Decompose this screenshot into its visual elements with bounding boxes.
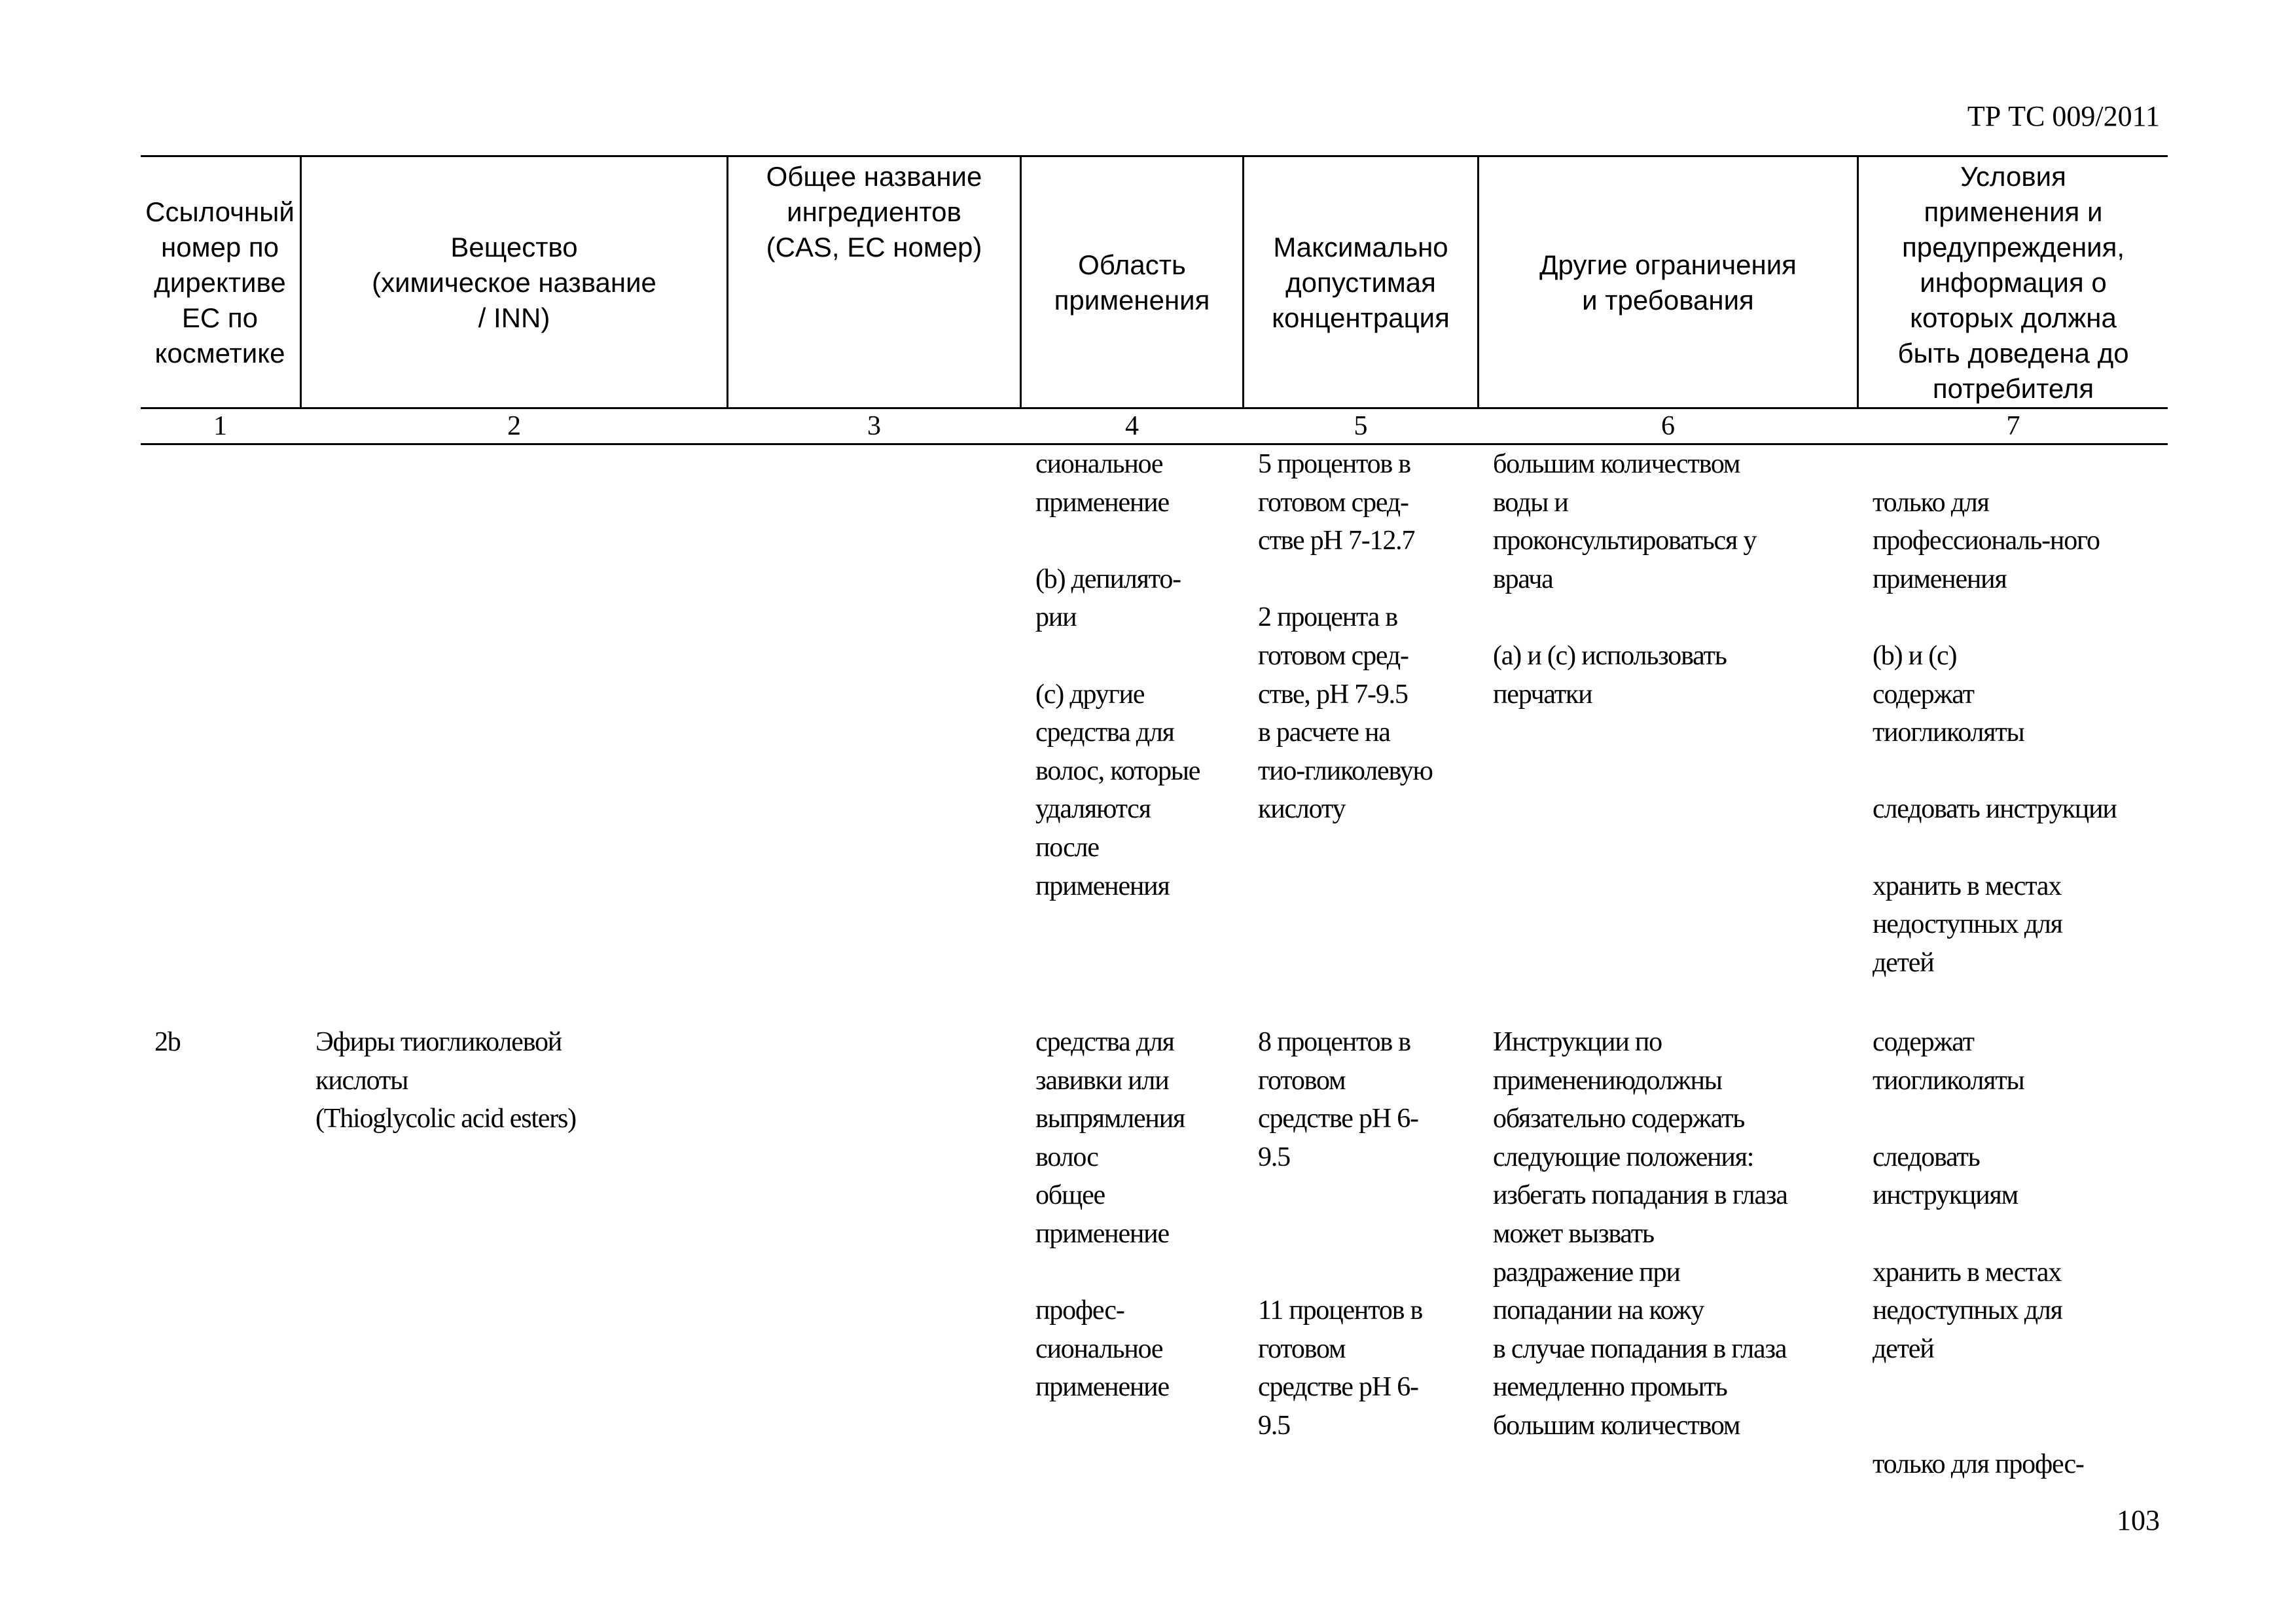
header-max-concentration: Максимально допустимая концентрация: [1272, 232, 1450, 333]
row2-max-concentration: 8 процентов в готовом средстве pH 6- 9.5 11 процентов в готовом средстве pH 6- 9.5: [1258, 1027, 1423, 1441]
page-number: 103: [2117, 1504, 2160, 1536]
header-scope: Область применения: [1054, 249, 1210, 316]
row2-ref: 2b: [154, 1027, 181, 1057]
header-substance: Вещество (химическое название / INN): [372, 232, 656, 333]
column-number: 3: [867, 411, 881, 441]
column-number: 2: [507, 411, 521, 441]
column-number: 7: [2006, 411, 2020, 441]
row2-other-restrictions: Инструкции по применениюдолжны обязательно содержать следующие положения: избегать попадания в глаза может вызвать раздражение при попадании на кожу в случае попадания в глаза немедленно промыть большим количеством: [1493, 1027, 1787, 1441]
row1-other-restrictions: большим количеством воды и проконсультироваться у врача (a) и (c) использовать перчатки: [1493, 449, 1757, 710]
row1-max-concentration: 5 процентов в готовом сред- стве pH 7-12.7 2 процента в готовом сред- стве, pH 7-9.5 в расчете на тио-гликолевую кислоту: [1258, 449, 1433, 825]
row2-substance: Эфиры тиогликолевой кислоты (Thioglycolic acid esters): [315, 1027, 576, 1134]
row2-scope: средства для завивки или выпрямления волос общее применение профес- сиональное применение: [1035, 1027, 1185, 1403]
row1-conditions: только для профессиональ-ного применения (b) и (c) содержат тиогликоляты следовать инструкции хранить в местах недоступных для детей: [1873, 487, 2117, 978]
document-code: ТР ТС 009/2011: [1967, 100, 2160, 132]
header-ref-number: Ссылочный номер по директиве ЕС по косметике: [145, 196, 295, 369]
header-other-restrictions: Другие ограничения и требования: [1539, 249, 1797, 316]
header-conditions: Условия применения и предупреждения, информация о которых должна быть доведена до потребителя: [1897, 161, 2129, 404]
header-common-name: Общее название ингредиентов (CAS, ЕС номер): [766, 161, 982, 262]
row2-conditions: содержат тиогликоляты следовать инструкциям хранить в местах недоступных для детей только для профес-: [1873, 1027, 2084, 1479]
row1-scope: сиональное применение (b) депилято- рии (c) другие средства для волос, которые удаляются после применения: [1035, 449, 1200, 901]
column-number: 4: [1125, 411, 1139, 441]
column-number: 5: [1354, 411, 1368, 441]
column-number: 6: [1661, 411, 1675, 441]
column-number: 1: [213, 411, 227, 441]
